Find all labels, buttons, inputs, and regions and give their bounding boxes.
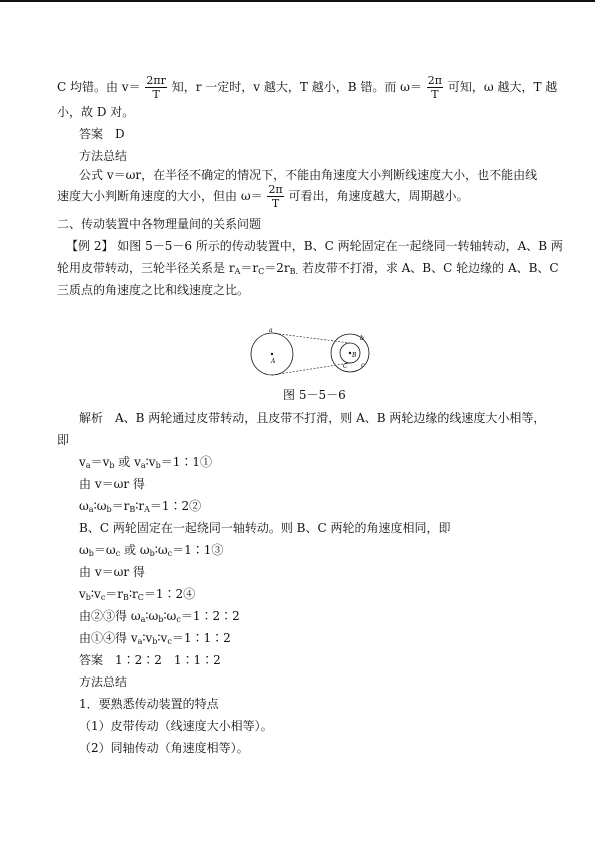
subscript: C	[258, 267, 265, 276]
fraction-denominator: T	[431, 88, 439, 101]
subscript: A	[234, 267, 241, 276]
step-line-2: 由 v＝ωr 得	[79, 565, 145, 579]
analysis-line-2: 即	[57, 433, 70, 447]
label-C: C	[343, 363, 348, 370]
fraction-denominator: T	[271, 197, 280, 210]
pulley-diagram	[250, 326, 370, 382]
label-b: b	[360, 335, 364, 342]
text-span: 可看出，角速度越大，周期越小。	[288, 189, 469, 203]
label-c: c	[361, 362, 365, 369]
fraction-numerator: 2πr	[146, 74, 166, 87]
answer-label: 答案 D	[79, 127, 125, 141]
text-line-5: 公式 v＝ωr，在半径不确定的情况下，不能由角速度大小判断线速度大小，也不能由线	[79, 168, 538, 182]
example-line-1: 【例 2】 如图 5－5－6 所示的传动装置中，B、C 两轮固定在一起绕同一转轴转动，A、B 两	[66, 239, 563, 253]
summary-item-1: 1．要熟悉传动装置的特点	[79, 697, 219, 711]
answer-line: 答案 1∶2∶2 1∶1∶2	[79, 653, 221, 667]
equation-4: $v_b∶v_c=r_B∶r_C=1∶2④$	[79, 587, 196, 602]
fraction-denominator: T	[152, 88, 160, 101]
fraction-omega-2	[267, 183, 283, 210]
text-span: 若皮带不打滑，求 A、B、C 轮边缘的 A、B、C	[298, 261, 559, 275]
text-span: 知，r 一定时，v 越大，T 越小，B 错。而 ω＝	[171, 80, 422, 94]
belt-bottom	[272, 363, 350, 375]
analysis-line-1: 解析 A、B 两轮通过皮带转动，且皮带不打滑，则 A、B 两轮边缘的线速度大小相等，	[79, 411, 546, 425]
fraction-numerator: 2π	[268, 183, 283, 196]
section-heading: 二、传动装置中各物理量间的关系问题	[57, 217, 262, 231]
wheel-a-center	[271, 353, 273, 355]
text-span: 速度大小判断角速度的大小，但由 ω＝	[57, 189, 263, 203]
equation-5: 由②③得 $\omega_a∶\omega_b∶\omega_c=1∶2∶2$	[79, 609, 240, 624]
text-line-1	[57, 74, 557, 101]
text-span: 可知，ω 越大，T 越	[447, 80, 558, 94]
subscript: B.	[289, 267, 299, 276]
label-a: a	[269, 327, 273, 334]
method-summary-heading: 方法总结	[79, 149, 128, 163]
text-span: C 均错。由 v＝	[57, 80, 141, 94]
step-line: 由 v＝ωr 得	[79, 477, 145, 491]
summary-item-2: （1）皮带传动（线速度大小相等）。	[79, 719, 273, 733]
fraction-v	[145, 74, 167, 101]
label-A: A	[271, 358, 276, 365]
text-line-2: 小，故 D 对。	[57, 105, 135, 119]
label-B: B	[352, 352, 357, 359]
page-top-rule	[0, 0, 595, 2]
analysis-line-3: B、C 两轮固定在一起绕同一轴转动。则 B、C 两轮的角速度相同，即	[79, 521, 451, 535]
equation-3: $\omega_b=\omega_c$ 或 $\omega_b∶\omega_c=1∶1③$	[79, 543, 224, 558]
figure-caption: 图 5－5－6	[283, 388, 346, 402]
example-line-3: 三质点的角速度之比和线速度之比。	[57, 283, 250, 297]
summary-item-3: （2）同轴传动（角速度相等）。	[79, 741, 249, 755]
example-line-2	[57, 260, 559, 280]
equation-6: 由①④得 $v_a∶v_b∶v_c=1∶1∶2$	[79, 631, 231, 646]
equation-1: $v_a=v_b$ 或 $v_a∶v_b=1∶1①$	[79, 455, 212, 470]
method-summary-heading-2: 方法总结	[79, 675, 128, 689]
text-span: ＝2r	[264, 261, 290, 275]
equation-2: $\omega_a∶\omega_b=r_B∶r_A=1∶2②$	[79, 499, 202, 514]
fraction-numerator: 2π	[427, 74, 443, 87]
text-span: 轮用皮带转动，三轮半径关系是 r	[57, 261, 235, 275]
wheel-center	[349, 352, 351, 354]
fraction-omega	[427, 74, 443, 101]
text-line-6	[57, 183, 469, 210]
text-span: ＝r	[240, 261, 259, 275]
